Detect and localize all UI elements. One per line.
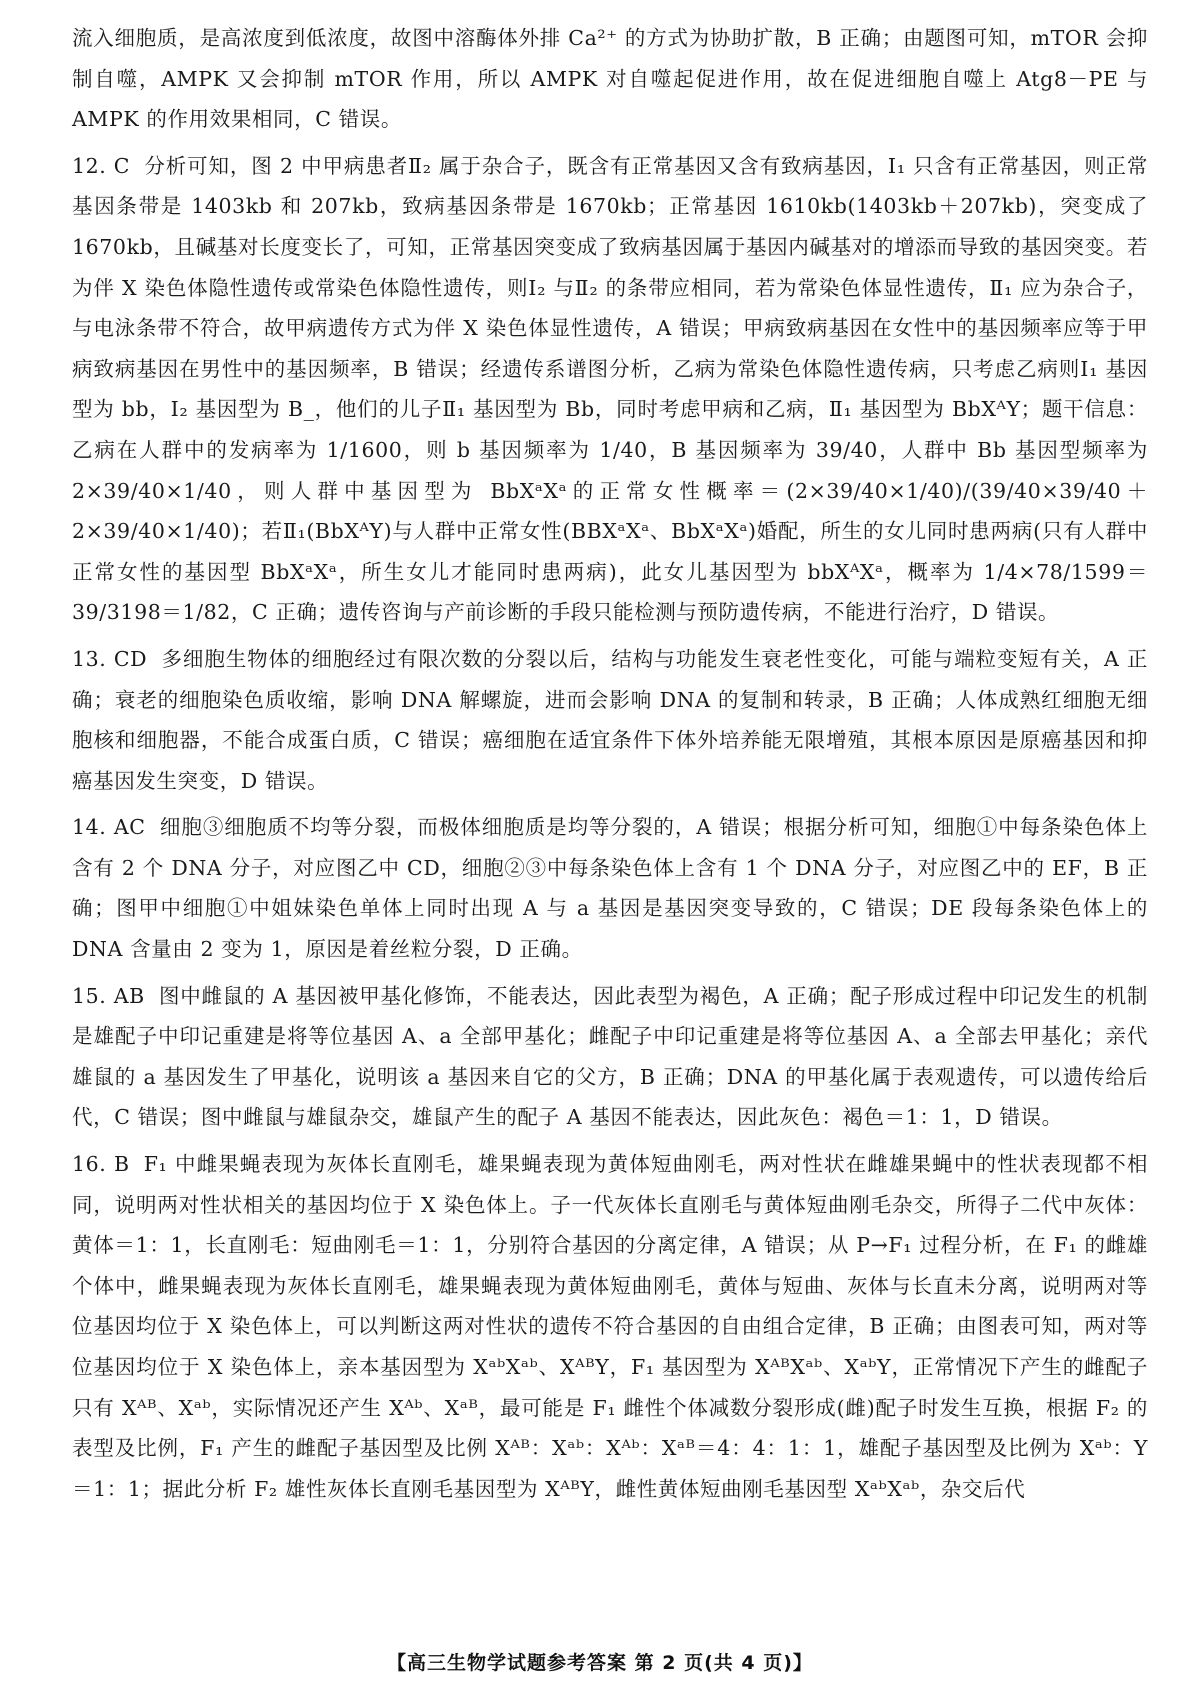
answer-number: 14. AC — [72, 815, 146, 840]
answer-item-16 — [72, 1144, 1148, 1509]
answer-body — [72, 18, 1148, 1509]
continued-paragraph: 流入细胞质，是高浓度到低浓度，故图中溶酶体外排 Ca²⁺ 的方式为协助扩散，B 正确；由题图可知，mTOR 会抑制自噬，AMPK 又会抑制 mTOR 作用，所以 AMPK 对自噬起促进作用，故在促进细胞自噬上 Atg8－PE 与 AMPK 的作用效果相同，C 错误。 — [72, 26, 1148, 132]
answer-item-14 — [72, 807, 1148, 969]
answer-item-15 — [72, 976, 1148, 1138]
answer-item-13 — [72, 639, 1148, 801]
page-footer: 【高三生物学试题参考答案 第 2 页(共 4 页)】 — [387, 1652, 813, 1674]
answer-explanation: 多细胞生物体的细胞经过有限次数的分裂以后，结构与功能发生衰老性变化，可能与端粒变短有关，A 正确；衰老的细胞染色质收缩，影响 DNA 解螺旋，进而会影响 DNA 的复制和转录，B 正确；人体成熟红细胞无细胞核和细胞器，不能合成蛋白质，C 错误；癌细胞在适宜条件下体外培养能无限增殖，其根本原因是原癌基因和抑癌基因发生突变，D 错误。 — [72, 646, 1148, 793]
answer-number: 15. AB — [72, 983, 145, 1008]
answer-number: 13. CD — [72, 646, 148, 671]
answer-explanation: 图中雌鼠的 A 基因被甲基化修饰，不能表达，因此表型为褐色，A 正确；配子形成过程中印记发生的机制是雄配子中印记重建是将等位基因 A、a 全部甲基化；雌配子中印记重建是将等位基因 A、a 全部去甲基化；亲代雄鼠的 a 基因发生了甲基化，说明该 a 基因来自它的父方，B 正确；DNA 的甲基化属于表观遗传，可以遗传给后代，C 错误；图中雌鼠与雄鼠杂交，雄鼠产生的配子 A 基因不能表达，因此灰色：褐色＝1：1，D 错误。 — [72, 983, 1148, 1130]
answer-explanation: 细胞③细胞质不均等分裂，而极体细胞质是均等分裂的，A 错误；根据分析可知，细胞①中每条染色体上含有 2 个 DNA 分子，对应图乙中 CD，细胞②③中每条染色体上含有 1 个 DNA 分子，对应图乙中的 EF，B 正确；图甲中细胞①中姐妹染色单体上同时出现 A 与 a 基因是基因突变导致的，C 错误；DE 段每条染色体上的 DNA 含量由 2 变为 1，原因是着丝粒分裂，D 正确。 — [72, 815, 1148, 962]
answer-explanation: 分析可知，图 2 中甲病患者Ⅱ₂ 属于杂合子，既含有正常基因又含有致病基因，Ⅰ₁ 只含有正常基因，则正常基因条带是 1403kb 和 207kb，致病基因条带是 1670kb；正常基因 1610kb(1403kb＋207kb)，突变成了 1670kb，且碱基对长度变长了，可知，正常基因突变成了致病基因属于基因内碱基对的增添而导致的基因突变。若为伴 X 染色体隐性遗传或常染色体隐性遗传，则Ⅰ₂ 与Ⅱ₂ 的条带应相同，若为常染色体显性遗传，Ⅱ₁ 应为杂合子，与电泳条带不符合，故甲病遗传方式为伴 X 染色体显性遗传，A 错误；甲病致病基因在女性中的基因频率应等于甲病致病基因在男性中的基因频率，B 错误；经遗传系谱图分析，乙病为常染色体隐性遗传病，只考虑乙病则Ⅰ₁ 基因型为 bb，Ⅰ₂ 基因型为 B_，他们的儿子Ⅱ₁ 基因型为 Bb，同时考虑甲病和乙病，Ⅱ₁ 基因型为 BbXᴬY；题干信息：乙病在人群中的发病率为 1/1600，则 b 基因频率为 1/40，B 基因频率为 39/40，人群中 Bb 基因型频率为 2×39/40×1/40，则人群中基因型为 BbXᵃXᵃ的正常女性概率＝(2×39/40×1/40)/(39/40×39/40＋2×39/40×1/40)；若Ⅱ₁(BbXᴬY)与人群中正常女性(BBXᵃXᵃ、BbXᵃXᵃ)婚配，所生的女儿同时患两病(只有人群中正常女性的基因型 BbXᵃXᵃ，所生女儿才能同时患两病)，此女儿基因型为 bbXᴬXᵃ，概率为 1/4×78/1599＝39/3198＝1/82，C 正确；遗传咨询与产前诊断的手段只能检测与预防遗传病，不能进行治疗，D 错误。 — [72, 153, 1148, 625]
answer-item-12 — [72, 146, 1148, 633]
answer-number: 12. C — [72, 153, 131, 178]
answer-explanation: F₁ 中雌果蝇表现为灰体长直刚毛，雄果蝇表现为黄体短曲刚毛，两对性状在雌雄果蝇中的性状表现都不相同，说明两对性状相关的基因均位于 X 染色体上。子一代灰体长直刚毛与黄体短曲刚毛杂交，所得子二代中灰体：黄体＝1：1，长直刚毛：短曲刚毛＝1：1，分别符合基因的分离定律，A 错误；从 P→F₁ 过程分析，在 F₁ 的雌雄个体中，雌果蝇表现为灰体长直刚毛，雄果蝇表现为黄体短曲刚毛，黄体与短曲、灰体与长直未分离，说明两对等位基因均位于 X 染色体上，可以判断这两对性状的遗传不符合基因的自由组合定律，B 正确；由图表可知，两对等位基因均位于 X 染色体上，亲本基因型为 XᵃᵇXᵃᵇ、XᴬᴮY，F₁ 基因型为 XᴬᴮXᵃᵇ、XᵃᵇY，正常情况下产生的雌配子只有 Xᴬᴮ、Xᵃᵇ，实际情况还产生 Xᴬᵇ、Xᵃᴮ，最可能是 F₁ 雌性个体减数分裂形成(雌)配子时发生互换，根据 F₂ 的表型及比例，F₁ 产生的雌配子基因型及比例 Xᴬᴮ：Xᵃᵇ：Xᴬᵇ：Xᵃᴮ＝4：4：1：1，雄配子基因型及比例为 Xᵃᵇ：Y＝1：1；据此分析 F₂ 雄性灰体长直刚毛基因型为 XᴬᴮY，雌性黄体短曲刚毛基因型 XᵃᵇXᵃᵇ，杂交后代 — [72, 1152, 1148, 1501]
answer-number: 16. B — [72, 1152, 130, 1177]
